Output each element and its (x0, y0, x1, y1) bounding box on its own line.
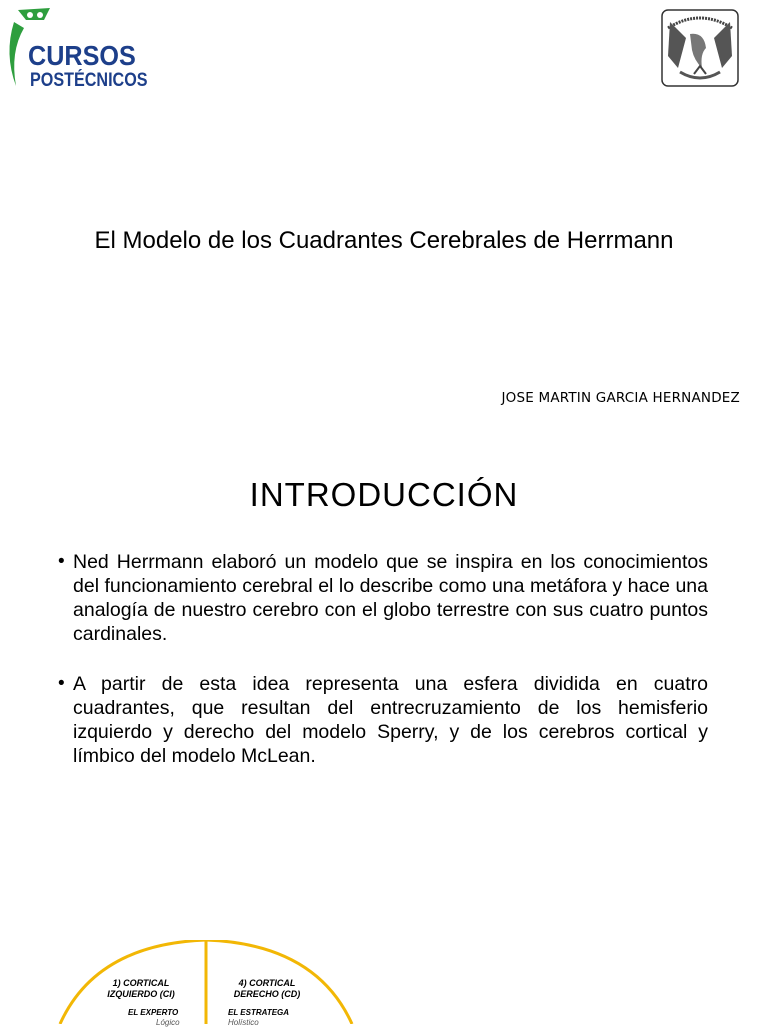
university-seal-icon (660, 8, 740, 88)
bullet-list (58, 550, 708, 794)
document-title: El Modelo de los Cuadrantes Cerebrales de Herrmann (94, 227, 674, 254)
list-item (58, 672, 708, 768)
q4-label-line2: DERECHO (CD) (233, 989, 301, 999)
bullet-text: Ned Herrmann elaboró un modelo que se inspira en los conocimientos del funcionamiento cerebral el lo describe como una metáfora y hace una analogía de nuestro cerebro con el globo terrestre con sus cuatro puntos cardinales. (73, 551, 708, 645)
q4-trait: Holístico (228, 1018, 259, 1027)
bullet-mark: • (58, 673, 65, 694)
bullet-mark: • (58, 551, 65, 572)
q1-label-line2: IZQUIERDO (CI) (107, 989, 175, 999)
q1-role: EL EXPERTO (128, 1008, 179, 1017)
q4-label-line1: 4) CORTICAL (238, 978, 296, 988)
q4-role: EL ESTRATEGA (228, 1008, 290, 1017)
section-heading: INTRODUCCIÓN (249, 476, 519, 513)
cursos-postecnicos-logo (4, 6, 148, 92)
logo-text-postecnicos: POSTÉCNICOS (30, 70, 148, 91)
q1-label-line1: 1) CORTICAL (112, 978, 170, 988)
bullet-text: A partir de esta idea representa una esfera dividida en cuatro cuadrantes, que resultan del entrecruzamiento de los hemisferio izquierdo y derecho del modelo Sperry, y de los cerebros cortical y límbico del modelo McLean. (73, 673, 708, 767)
q1-trait: Lógico (156, 1018, 180, 1027)
list-item (58, 550, 708, 646)
brain-quadrant-diagram (56, 940, 356, 1027)
author-name: JOSE MARTIN GARCIA HERNANDEZ (501, 390, 740, 406)
logo-text-cursos: CURSOS (28, 40, 136, 71)
